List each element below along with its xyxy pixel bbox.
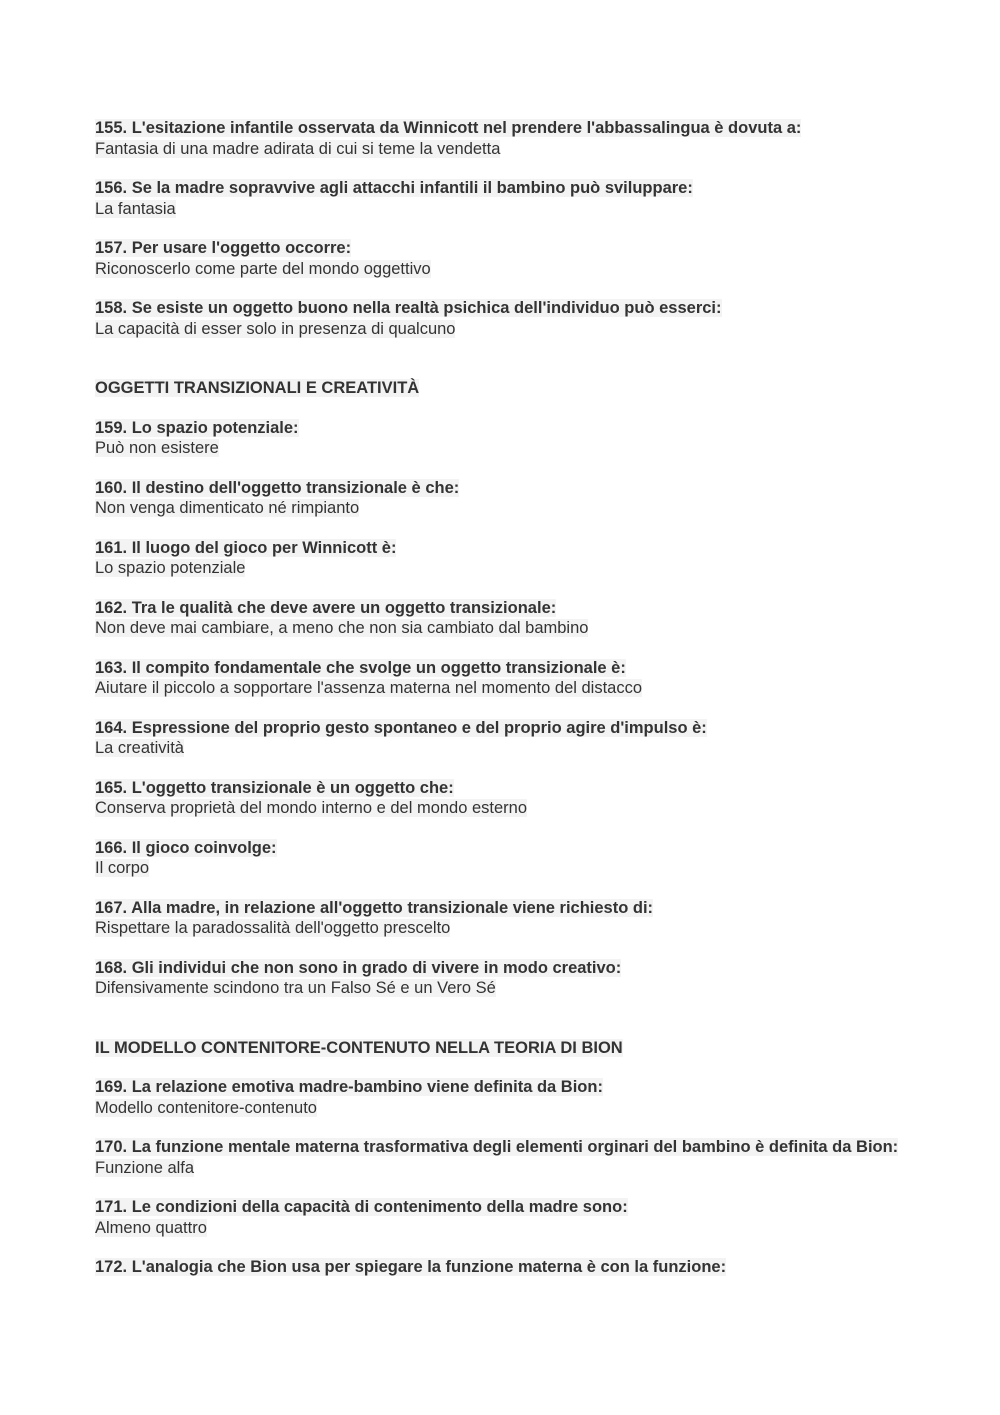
question: 161. Il luogo del gioco per Winnicott è:: [95, 538, 397, 557]
question: 156. Se la madre sopravvive agli attacchi infantili il bambino può sviluppare:: [95, 179, 693, 197]
question: 163. Il compito fondamentale che svolge un oggetto transizionale è:: [95, 658, 626, 677]
qa-item-171: [95, 1197, 915, 1238]
question: 155. L'esitazione infantile osservata da Winnicott nel prendere l'abbassalingua è dovuta a:: [95, 119, 802, 137]
section-title-bion-model: IL MODELLO CONTENITORE-CONTENUTO NELLA TEORIA DI BION: [95, 1038, 623, 1057]
qa-item-156: [95, 178, 915, 219]
question: 158. Se esiste un oggetto buono nella realtà psichica dell'individuo può esserci:: [95, 299, 722, 317]
answer: Il corpo: [95, 859, 150, 877]
section-spacer: [95, 1018, 915, 1038]
answer: Può non esistere: [95, 439, 219, 457]
qa-item-155: [95, 118, 915, 159]
answer: Difensivamente scindono tra un Falso Sé e un Vero Sé: [95, 979, 496, 997]
question: 165. L'oggetto transizionale è un oggetto che:: [95, 778, 454, 797]
answer: La fantasia: [95, 199, 176, 218]
answer: Modello contenitore-contenuto: [95, 1098, 317, 1117]
answer: Aiutare il piccolo a sopportare l'assenza materna nel momento del distacco: [95, 679, 643, 697]
question: 162. Tra le qualità che deve avere un oggetto transizionale:: [95, 598, 557, 617]
question: 157. Per usare l'oggetto occorre:: [95, 239, 352, 257]
qa-item-161: [95, 538, 915, 579]
answer: Rispettare la paradossalità dell'oggetto prescelto: [95, 919, 451, 937]
question: 170. La funzione mentale materna trasformativa degli elementi orginari del bambino è definita da Bion:: [95, 1138, 899, 1156]
question: 166. Il gioco coinvolge:: [95, 838, 277, 857]
qa-item-166: [95, 838, 915, 879]
answer: Funzione alfa: [95, 1158, 195, 1177]
qa-item-164: [95, 718, 915, 759]
question: 171. Le condizioni della capacità di contenimento della madre sono:: [95, 1198, 628, 1216]
qa-item-172: [95, 1257, 915, 1278]
qa-item-165: [95, 778, 915, 819]
qa-item-168: [95, 958, 915, 999]
answer: Almeno quattro: [95, 1218, 207, 1237]
answer: La capacità di esser solo in presenza di qualcuno: [95, 319, 456, 338]
qa-item-159: [95, 418, 915, 459]
answer: Non venga dimenticato né rimpianto: [95, 499, 360, 517]
question: 169. La relazione emotiva madre-bambino viene definita da Bion:: [95, 1078, 603, 1096]
qa-item-167: [95, 898, 915, 939]
question: 172. L'analogia che Bion usa per spiegare la funzione materna è con la funzione:: [95, 1258, 727, 1276]
answer: Riconoscerlo come parte del mondo oggettivo: [95, 259, 431, 278]
answer: Lo spazio potenziale: [95, 559, 246, 577]
document-page: [95, 118, 915, 1297]
qa-item-160: [95, 478, 915, 519]
qa-item-169: [95, 1077, 915, 1118]
section-spacer: [95, 358, 915, 378]
question: 160. Il destino dell'oggetto transizionale è che:: [95, 478, 460, 497]
qa-item-170: [95, 1137, 915, 1178]
question: 159. Lo spazio potenziale:: [95, 418, 299, 437]
question: 164. Espressione del proprio gesto spontaneo e del proprio agire d'impulso è:: [95, 718, 707, 737]
qa-item-157: [95, 238, 915, 279]
qa-item-163: [95, 658, 915, 699]
answer: Conserva proprietà del mondo interno e del mondo esterno: [95, 799, 528, 817]
answer: Fantasia di una madre adirata di cui si teme la vendetta: [95, 139, 501, 158]
answer: Non deve mai cambiare, a meno che non sia cambiato dal bambino: [95, 619, 589, 637]
qa-item-158: [95, 298, 915, 339]
question: 167. Alla madre, in relazione all'oggetto transizionale viene richiesto di:: [95, 898, 654, 917]
answer: La creatività: [95, 739, 184, 757]
question: 168. Gli individui che non sono in grado di vivere in modo creativo:: [95, 958, 622, 977]
qa-item-162: [95, 598, 915, 639]
section-title-transitional-objects: OGGETTI TRANSIZIONALI E CREATIVITÀ: [95, 379, 420, 397]
